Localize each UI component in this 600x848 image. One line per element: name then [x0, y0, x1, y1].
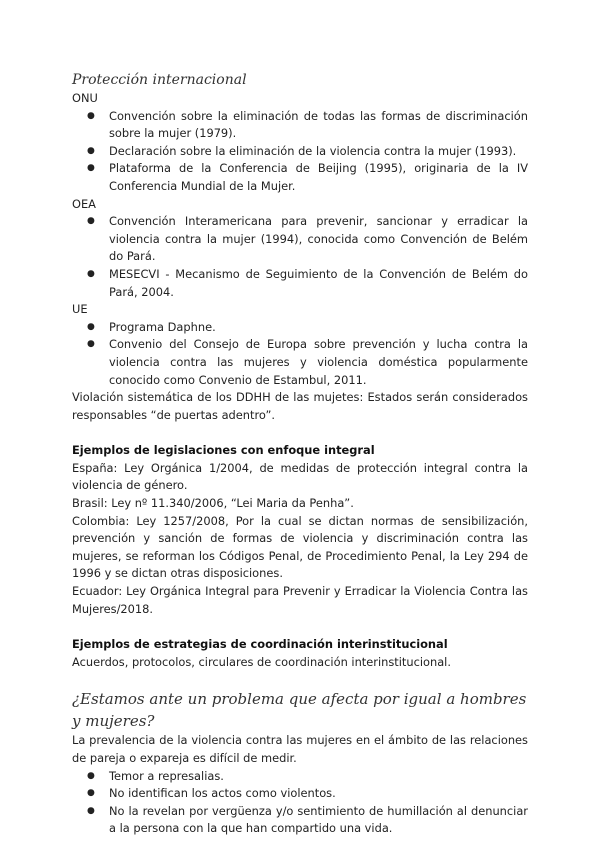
section-title-problema: ¿Estamos ante un problema que afecta por igual a hombres y mujeres? [72, 690, 527, 731]
spacer [72, 424, 528, 442]
coordination-text: Acuerdos, protocolos, circulares de coordinación interinstitucional. [72, 654, 451, 669]
legislation-espana: España: Ley Orgánica 1/2004, de medidas de protección integral contra la violencia de género. [72, 460, 528, 493]
list-item: ● Plataforma de la Conferencia de Beijing (1995), originaria de la IV Conferencia Mundial de la Mujer. [109, 160, 528, 195]
list-item: ● Declaración sobre la eliminación de la violencia contra la mujer (1993). [109, 143, 528, 161]
spacer [72, 618, 528, 636]
document-page [72, 70, 528, 838]
ue-list [72, 319, 528, 389]
spacer [72, 671, 528, 688]
org-label-onu: ONU [72, 91, 98, 105]
list-item: ● No la revelan por vergüenza y/o sentimiento de humillación al denunciar a la persona con la que han compartido una vida. [109, 803, 528, 838]
section-title-proteccion: Protección internacional [72, 72, 247, 88]
section-title-coordinacion: Ejemplos de estrategias de coordinación interinstitucional [72, 637, 448, 652]
legislation-ecuador: Ecuador: Ley Orgánica Integral para Prevenir y Erradicar la Violencia Contra las Mujeres/2018. [72, 584, 528, 616]
list-item: ● Convención sobre la eliminación de todas las formas de discriminación sobre la mujer (1979). [109, 108, 528, 143]
ddhh-note: Violación sistemática de los DDHH de las mujetes: Estados serán considerados responsables “de puertas adentro”. [72, 390, 528, 422]
list-item: ● Programa Daphne. [109, 319, 528, 337]
list-item: ● No identifican los actos como violentos. [109, 785, 528, 803]
org-label-oea: OEA [72, 196, 96, 211]
section-title-legislaciones: Ejemplos de legislaciones con enfoque integral [72, 443, 375, 458]
prevalence-intro: La prevalencia de la violencia contra las mujeres en el ámbito de las relaciones de pareja o expareja es difícil de medir. [72, 733, 528, 765]
reasons-list [72, 768, 528, 838]
list-item: ● Convenio del Consejo de Europa sobre prevención y lucha contra la violencia contra las mujeres y violencia doméstica popularmente conocido como Convenio de Estambul, 2011. [109, 336, 528, 389]
list-item: ● Temor a represalias. [109, 768, 528, 786]
legislation-colombia: Colombia: Ley 1257/2008, Por la cual se dictan normas de sensibilización, prevención y sanción de formas de violencia y discriminación contra las mujeres, se reforman los Códigos Penal, de Procedimiento Penal, la Ley 294 de 1996 y se dictan otras disposiciones. [72, 513, 528, 581]
list-item: ● MESECVI - Mecanismo de Seguimiento de la Convención de Belém do Pará, 2004. [109, 266, 528, 301]
legislation-brasil: Brasil: Ley nº 11.340/2006, “Lei Maria da Penha”. [72, 496, 354, 511]
onu-list [72, 108, 528, 196]
org-label-ue: UE [72, 302, 88, 317]
list-item: ● Convención Interamericana para prevenir, sancionar y erradicar la violencia contra la mujer (1994), conocida como Convención de Belém do Pará. [109, 213, 528, 266]
oea-list [72, 213, 528, 301]
